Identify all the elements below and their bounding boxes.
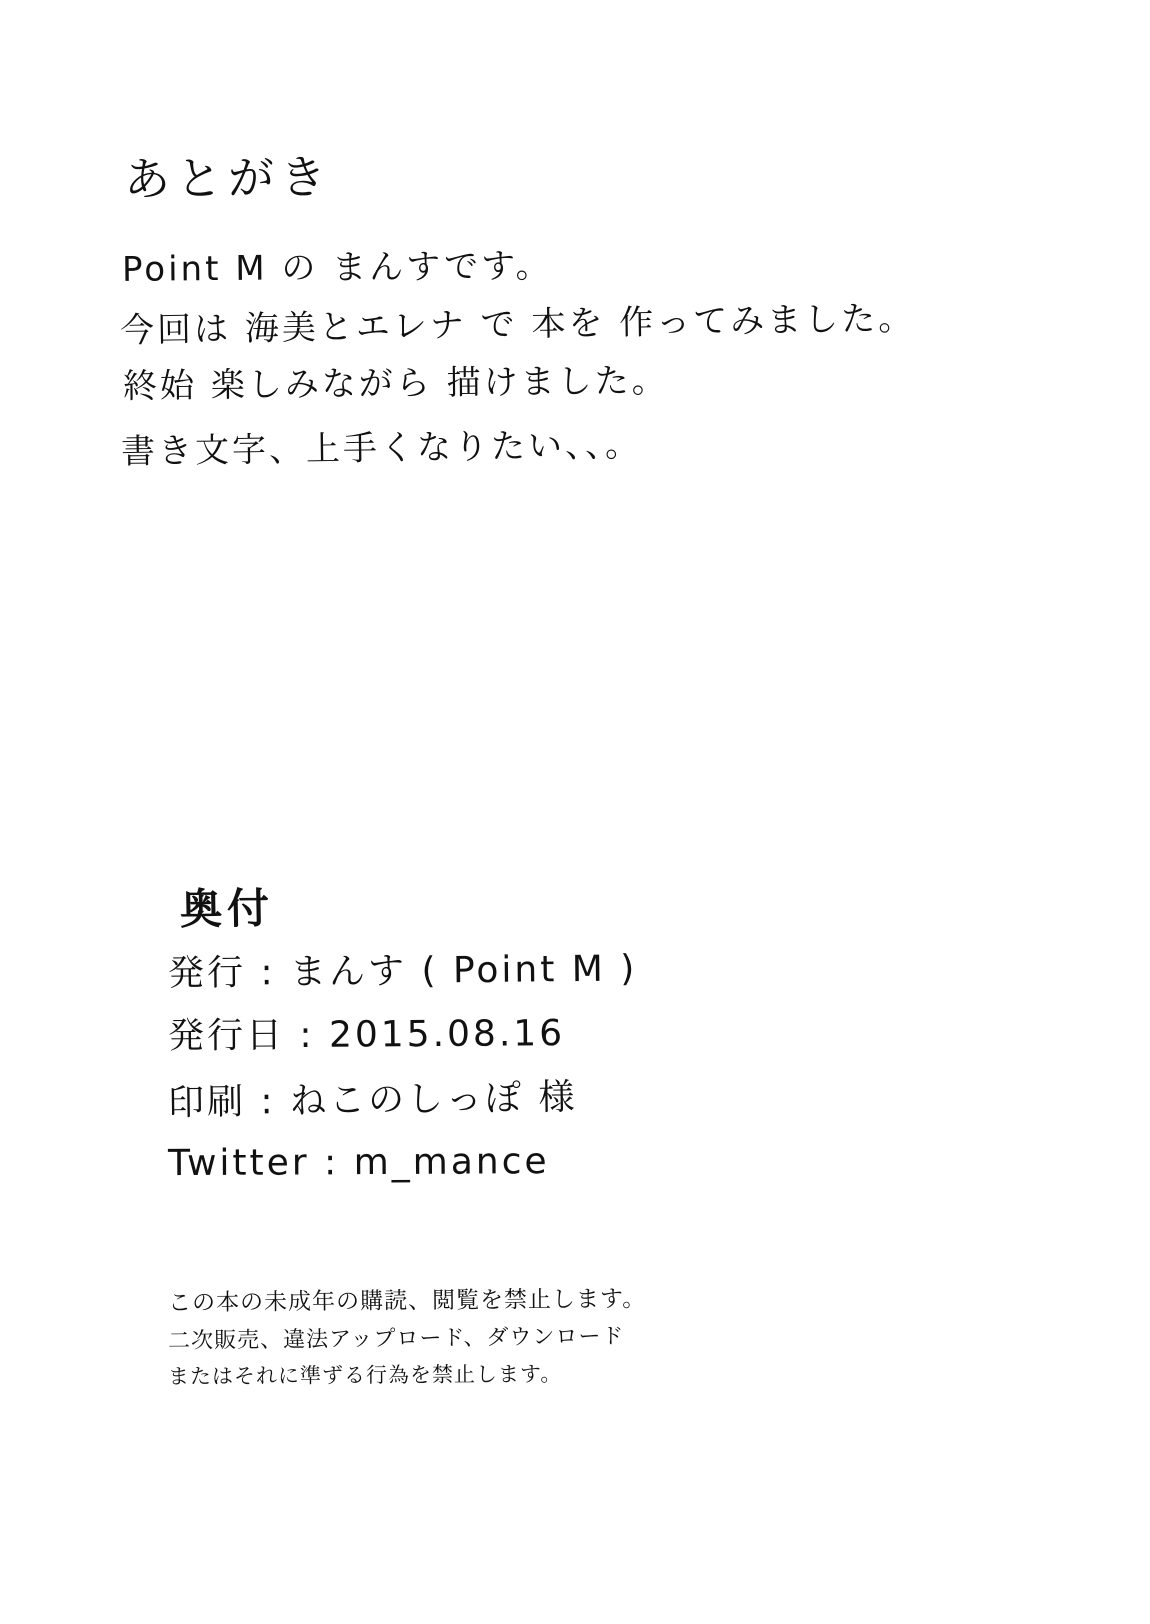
colophon-heading: 奥付 — [179, 883, 275, 935]
colophon-publisher: 発行 : まんす ( Point M ) — [167, 948, 638, 995]
afterword-line: 今回は 海美とエレナ で 本を 作ってみました。 — [119, 298, 916, 351]
notice-line: またはそれに準ずる行為を禁止します。 — [167, 1362, 563, 1389]
colophon-printer: 印刷 : ねこのしっぽ 様 — [167, 1077, 578, 1124]
colophon-section — [168, 880, 988, 1208]
notice-line: この本の未成年の購読、閲覧を禁止します。 — [167, 1286, 647, 1317]
afterword-line: Point M の まんすです。 — [121, 245, 553, 290]
afterword-line: 書き文字、上手くなりたい、、。 — [120, 424, 643, 473]
afterword-section — [120, 148, 1000, 487]
legal-notice-section — [168, 1288, 928, 1399]
colophon-body — [167, 948, 988, 1185]
colophon-twitter: Twitter : m_mance — [167, 1141, 550, 1185]
notice-line: 二次販売、違法アップロード、ダウンロード — [167, 1324, 625, 1355]
colophon-publish-date: 発行日 : 2015.08.16 — [167, 1013, 566, 1058]
afterword-body — [119, 245, 1000, 473]
afterword-heading: あとがき — [123, 149, 333, 207]
afterword-line: 終始 楽しみながら 描けました。 — [122, 360, 669, 407]
